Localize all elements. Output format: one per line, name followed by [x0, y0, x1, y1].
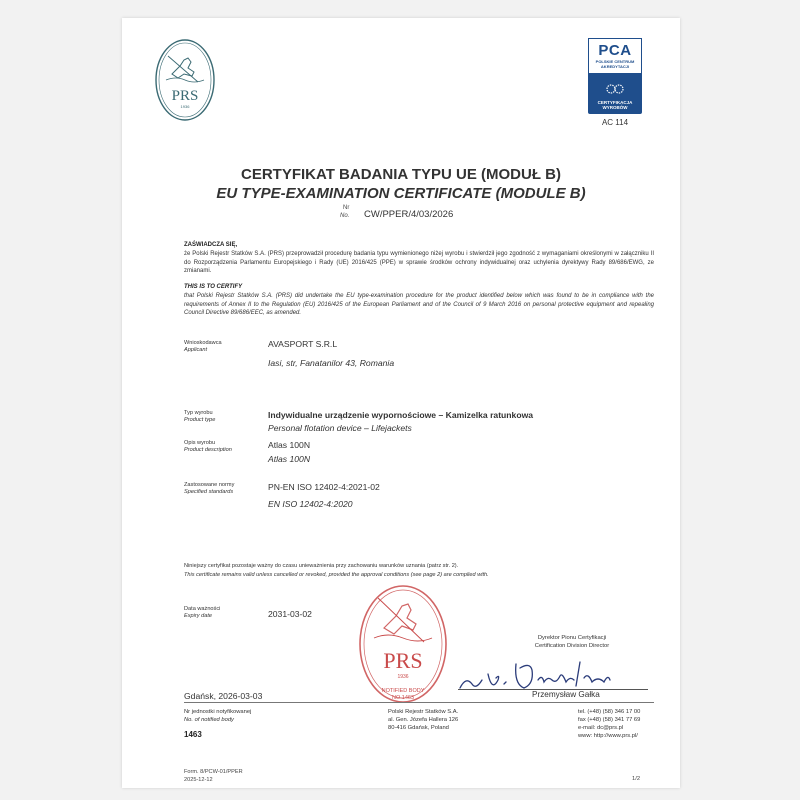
- product-type-value-pl: Indywidualne urządzenie wypornościowe – Kamizelka ratunkowa: [268, 410, 534, 420]
- notified-body-number: 1463: [184, 730, 202, 739]
- pca-line4: WYROBÓW: [602, 105, 628, 110]
- accreditation-number: AC 114: [601, 118, 629, 127]
- expiry-label: Data ważności Expiry date: [184, 606, 221, 619]
- validity-text: Niniejszy certyfikat pozostaje ważny do czasu unieważnienia przy zachowaniu warunków uznania (patrz str. 2). This certificate remains valid unless cancelled or revoked, provided the approval conditions (see page 2) are complied with.: [184, 563, 489, 578]
- applicant-label: Wnioskodawca Applicant: [184, 340, 222, 353]
- product-type-value-en: Personal flotation device – Lifejackets: [268, 423, 412, 433]
- page-number: 1/2: [632, 776, 641, 782]
- signatory-name: Przemysław Gałka: [532, 690, 600, 699]
- standards-value-en: EN ISO 12402-4:2020: [268, 499, 353, 509]
- director-title: Dyrektor Pionu Certyfikacji Certification Division Director: [534, 635, 610, 649]
- pca-line1: POLSKIE CENTRUM: [595, 59, 635, 64]
- number-label: Nr No.: [340, 205, 350, 219]
- title-polish: CERTYFIKAT BADANIA TYPU UE (MODUŁ B): [241, 166, 561, 183]
- stamp-notified-body: NOTIFIED BODY: [381, 688, 425, 694]
- prs-logo-year: 1936: [180, 104, 190, 109]
- standards-value-pl: PN-EN ISO 12402-4:2021-02: [268, 482, 380, 492]
- product-description-value-pl: Atlas 100N: [268, 440, 311, 450]
- certify-heading-en: THIS IS TO CERTIFY: [184, 284, 243, 290]
- stamp-number: NO.1463: [391, 695, 415, 701]
- expiry-date: 2031-03-02: [268, 609, 312, 619]
- certificate-page: [122, 18, 680, 788]
- gears-icon: [605, 82, 625, 96]
- certificate-number: CW/PPER/4/03/2026: [364, 209, 454, 220]
- company-address: Polski Rejestr Statków S.A. al. Gen. Józefa Hallera 126 80-416 Gdańsk, Poland: [388, 709, 459, 731]
- company-contact: tel. (+48) (58) 346 17 00 fax (+48) (58) 341 77 69 e-mail: dc@prs.pl www: http://www.prs.pl/: [578, 709, 641, 739]
- prs-logo-icon: [154, 38, 216, 122]
- prs-logo-text: PRS: [171, 88, 199, 104]
- stamp-prs-text: PRS: [383, 648, 423, 673]
- title-english: EU TYPE-EXAMINATION CERTIFICATE (MODULE B): [216, 185, 586, 202]
- certify-text-pl: że Polski Rejestr Statków S.A. (PRS) przeprowadził procedurę badania typu wymienionego niżej wyrobu i stwierdził jego zgodność z wymaganiami określonymi w załączniku II do Rozporządzenia Parlamentu Europejskiego i Rady (UE) 2016/425 (PPE) w sprawie środków ochrony indywidualnej oraz uchylenia dyrektywy Rady 89/686/EWG, ze zmianami.: [184, 251, 654, 274]
- certify-heading-pl: ZAŚWIADCZA SIĘ,: [184, 242, 238, 248]
- standards-label: Zastosowane normy Specified standards: [184, 482, 235, 495]
- handwritten-signature: [458, 654, 636, 694]
- applicant-name: AVASPORT S.R.L: [268, 339, 338, 349]
- notified-body-stamp: [358, 584, 448, 712]
- place-and-date: Gdańsk, 2026-03-03: [184, 691, 263, 701]
- product-description-value-en: Atlas 100N: [268, 454, 311, 464]
- applicant-address: Iasi, str, Fanatanilor 43, Romania: [268, 358, 395, 368]
- certify-text-en: that Polski Rejestr Statków S.A. (PRS) did undertake the EU type-examination procedure for the product identified below which was found to be in compliance with the requirements of Annex II to the Regulation (EU) 2016/425 of the European Parliament and of the Council of 9 March 2016 on personal protective equipment and repealing Council Directive 89/686/EEC, as amended.: [184, 293, 654, 316]
- pca-accreditation-badge: [588, 38, 642, 114]
- pca-line2: AKREDYTACJI: [600, 64, 630, 69]
- pca-letters: PCA: [598, 42, 632, 59]
- pca-line3: CERTYFIKACJA: [597, 100, 633, 105]
- stamp-year: 1936: [397, 674, 409, 680]
- product-description-label: Opis wyrobu Product description: [184, 440, 232, 453]
- form-code: Form. 8/PCW-01/PPER 2025-12-12: [184, 769, 243, 783]
- product-type-label: Typ wyrobu Product type: [184, 410, 216, 423]
- notified-body-label: Nr jednostki notyfikowanej No. of notified body: [184, 709, 252, 723]
- footer-divider: [184, 702, 654, 703]
